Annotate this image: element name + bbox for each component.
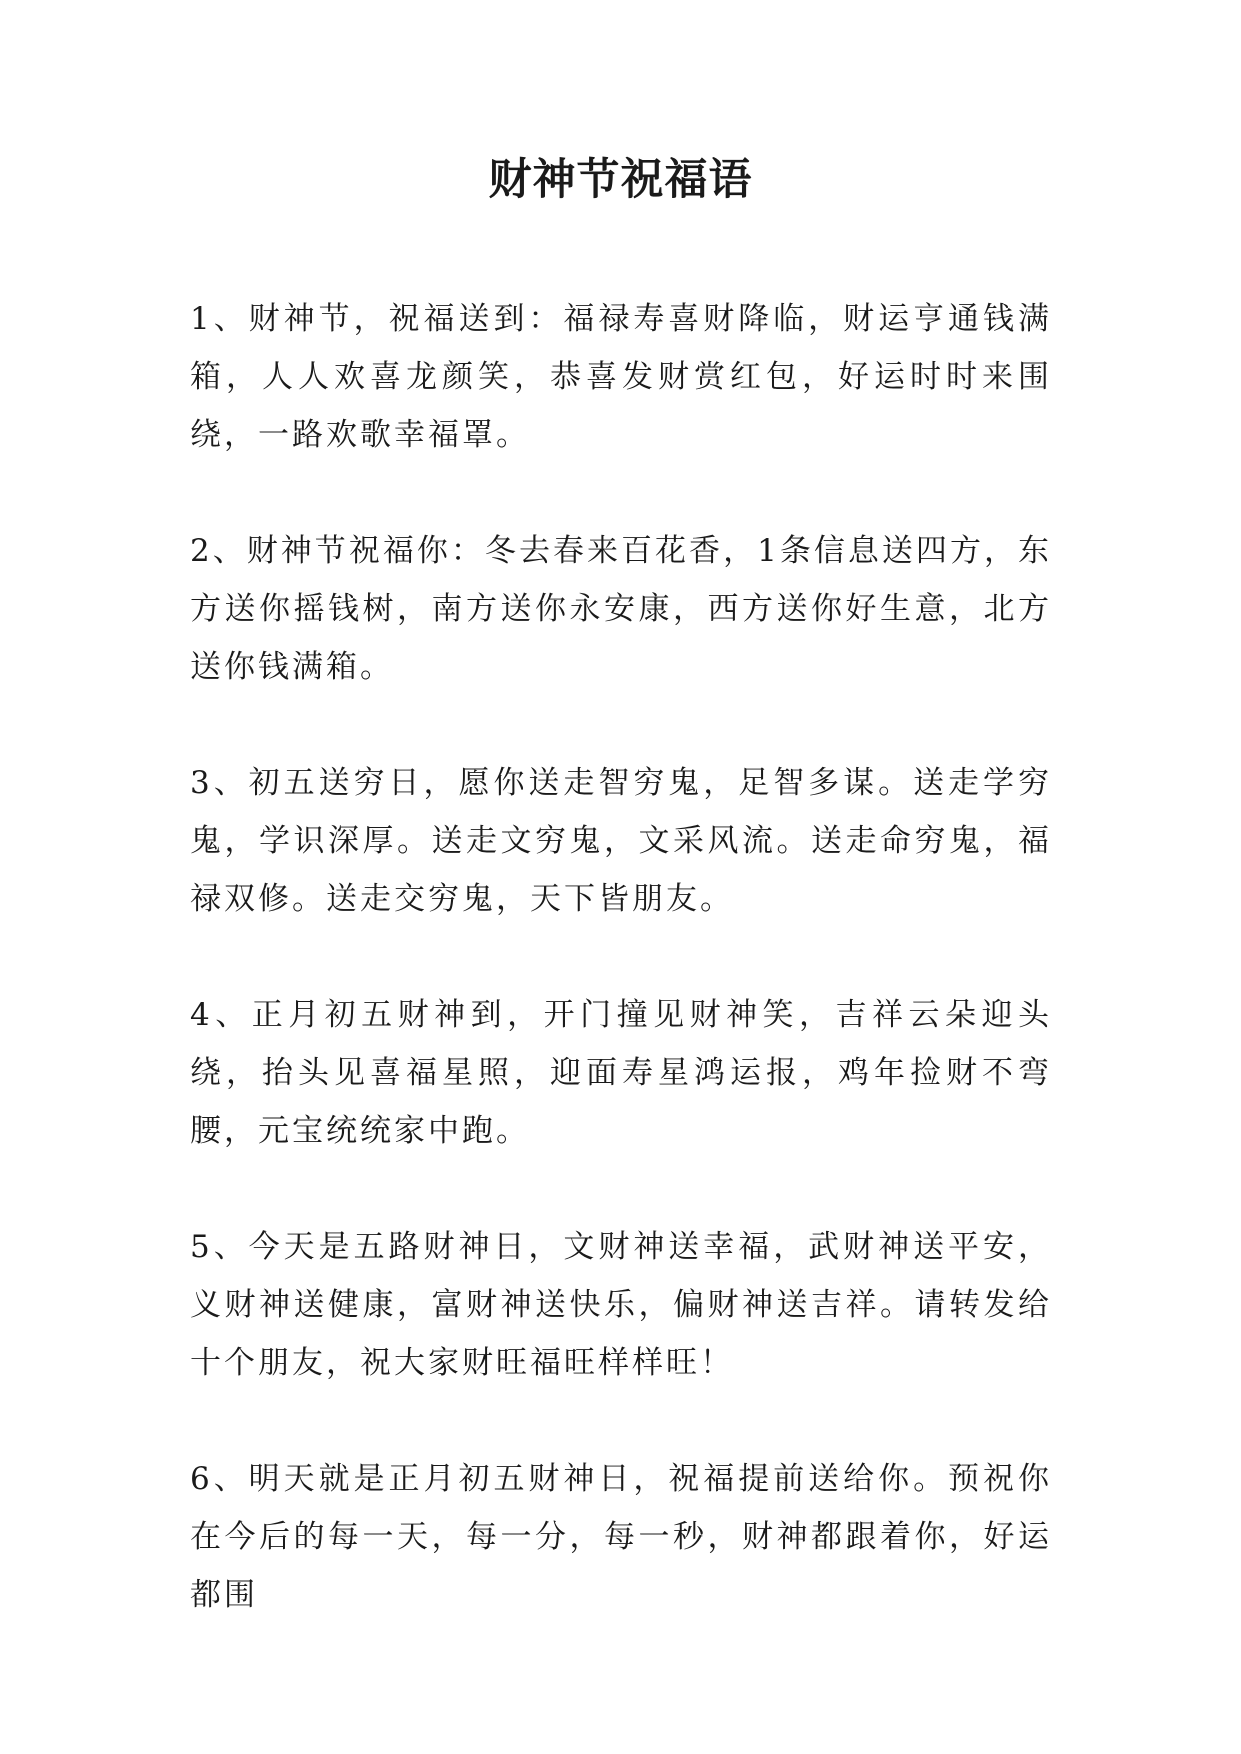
paragraph-3: 3、初五送穷日，愿你送走智穷鬼，足智多谋。送走学穷鬼，学识深厚。送走文穷鬼，文采风流。送走命穷鬼，福禄双修。送走交穷鬼，天下皆朋友。 xyxy=(190,765,1052,917)
paragraph-2: 2、财神节祝福你：冬去春来百花香，1条信息送四方，东方送你摇钱树，南方送你永安康，西方送你好生意，北方送你钱满箱。 xyxy=(190,533,1052,685)
paragraph-4: 4、正月初五财神到，开门撞见财神笑，吉祥云朵迎头绕，抬头见喜福星照，迎面寿星鸿运报，鸡年捡财不弯腰，元宝统统家中跑。 xyxy=(190,997,1052,1149)
document-title: 财神节祝福语 xyxy=(488,155,753,205)
paragraph-6: 6、明天就是正月初五财神日，祝福提前送给你。预祝你在今后的每一天，每一分，每一秒，财神都跟着你，好运都围 xyxy=(190,1461,1052,1613)
paragraph-5: 5、今天是五路财神日，文财神送幸福，武财神送平安，义财神送健康，富财神送快乐，偏财神送吉祥。请转发给十个朋友，祝大家财旺福旺样样旺！ xyxy=(190,1229,1052,1381)
paragraph-list xyxy=(190,290,1052,1682)
paragraph-1: 1、财神节，祝福送到：福禄寿喜财降临，财运亨通钱满箱，人人欢喜龙颜笑，恭喜发财赏红包，好运时时来围绕，一路欢歌幸福罩。 xyxy=(190,301,1052,453)
